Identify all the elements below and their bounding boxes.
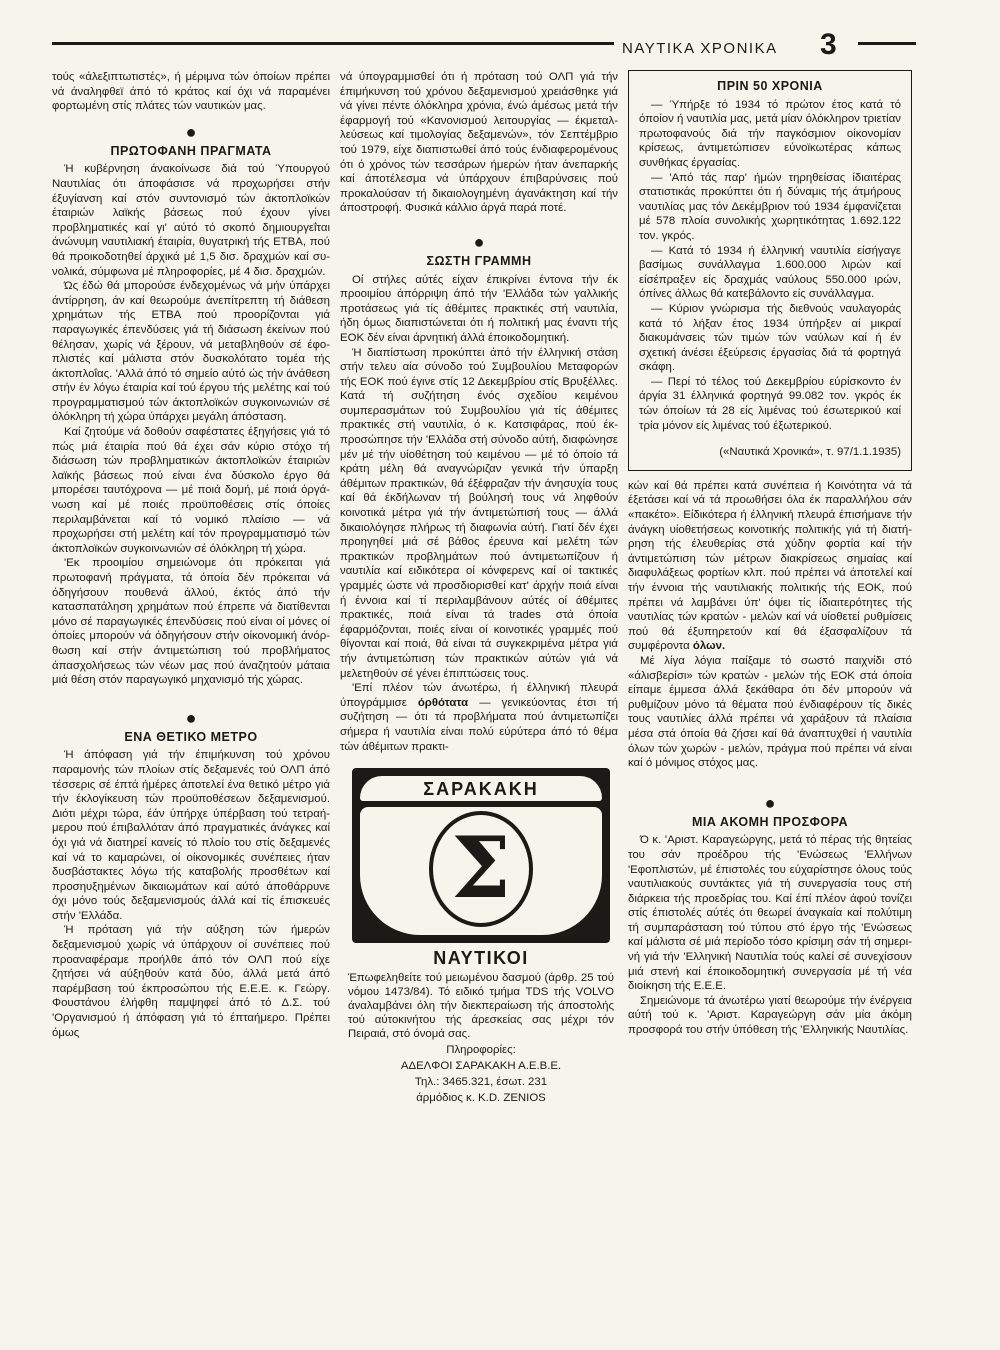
page-number: 3 [820, 28, 837, 61]
article-paragraph: 'Εκ προοιμίου σημειώνομε ότι πρόκειται γιά πρωτοφανή πράγματα, τά όποία δέν πρόκειται νά όδηγήσουν πουθενά άλλού, έκτός άπό τήν κατασπατάληση χρημάτων πού έπρεπε νά διατίθενται μόνο σέ παραγωγικές έπενδύσεις πού είναι οί μόνες οί όποίες μπορούν νά όδηγήσουν στήν οίκονομική άνόρθωση καί στήν άντιμετώπιση τού προβλήματος άπασχολήσεως τών νέων μας πού άναζητούν μάταια μιά θέση στόν παραγωγικό μηχανισμό τής χώρας. [52, 557, 330, 687]
box-paragraph: — 'Από τάς παρ' ήμών τηρηθείσας ίδιαιτέρας στατιστικάς προκύπτει ότι ή δύναμις τής άτμήρους ναυτιλίας μας τόν Δεκέμβριον τού 1934 έμφανίζεται μέ 578 πλοία συνολικής χωρητικότητας 1.692.122 τον. γκρός. [639, 171, 901, 242]
ad-company: ΑΔΕΛΦΟΙ ΣΑΡΑΚΑΚΗ Α.Ε.Β.Ε. [400, 1060, 562, 1073]
section-separator-bullet: ● [473, 231, 485, 252]
article-paragraph: Ή διαπίστωση προκύπτει άπό τήν έλληνική στάση στήν τελευ αία σύνοδο τού Συμβουλίου Μεταφορών τής ΕΟΚ πού έγινε στίς 12 Δεκεμβρίου στίς Βρυξέλλες. Κατά τή συζήτηση ένός σχεδίου κειμένου συμπερασμάτων τού Συμβουλίου γιά τίς άθέμιτες πρακτικές στή ναυτιλία, ό κ. Κατσιφάρας, πού έκπροσώπησε τήν 'Ελλάδα στή σύνοδο αύτή, διαφώνησε μέν μέ τήν υίοθέτηση τού κειμένου — μέ τό όποίο τά κράτη μέλη θά αναγνώριζαν γενικά τήν ύπαρξη άθέμιτων πρακτικών, θά έξέφραζαν τήν άνησυχία τους καί θά έκδήλωναν τή βούλησή τους νά ληφθούν κοινοτικά μέτρα γιά τήν άντιμετώπισή τους — άλλά δικαιολόγησε πλήρως τή διαφωνία αύτή. Γιατί δέν έχει προηγηθεί μιά σέ βάθος έρευνα καί μελέτη τών πρακτικών προβλημάτων πού άντιμετωπίζουν ή ναυτιλία καί ειδικότερα οί κόνφερενς καί οί τακτικές γραμμές ώστε νά προσδιορισθεί κατ' άρχήν ποιά είναι ή έννοια καί τί περιλαμβάνουν αύτές οί άθέμιτες πρακτικές, ποιά είναι τά trades στά όποία έφαρμόζονται, ποιές είναι οί κοινοτικές γραμμές πού θίγονται καί ποιά, θά είναι τά συγκεκριμένα μέτρα γιά τήν άντιμετώπιση τών πρακτικών αύτών γιά νά μελετηθούν σέ γένει έπιπτώσεις τους. [340, 346, 618, 680]
article-paragraph [340, 681, 618, 754]
section-separator-bullet: ● [764, 792, 776, 813]
ad-logo-frame [352, 768, 610, 943]
ad-info-label: Πληροφορίες: [446, 1044, 516, 1057]
column-left [52, 70, 330, 1040]
box-paragraph: — Περί τό τέλος τού Δεκεμβρίου εύρίσκοντο έν άργία 31 έλληνικά φορτηγά 99.082 τον. γκρός έκ τών όποίων τά 28 είς λιμένας τού έσωτερικού καί τρία μόνον είς λιμένας τού έξωτερικού. [639, 375, 901, 432]
section-title-sosti-grammi: ΣΩΣΤΗ ΓΡΑΜΜΗ [426, 253, 532, 268]
box-paragraph: — Ύπήρξε τό 1934 τό πρώτον έτος κατά τό όποίον ή ναυτιλία μας, μετά μίαν όλόκληρον τριετίαν πρωτοφανούς διά τήν παγκόσμιον οίκονομίαν κρίσεως, άντιμετώπισεν εύνοϊκωτέρας κάπως συνθήκας έργασίας. [639, 98, 901, 169]
emphasis-text: όρθότατα [417, 696, 469, 709]
advertisement-sarakakis [348, 768, 614, 1105]
article-paragraph: Μέ λίγα λόγια παίξαμε τό σωστό παιχνίδι στό «άλισβερίσι» τών κρατών - μελών τής ΕΟΚ στά όποία είπαμε έμμεσα άλλά ξεκάθαρα ότι δέν μπορούν νά ρυθμίζουν μόνο τά θέματα πού ένδιαφέρουν τίς δικές τους ναυτιλίες άλλά πρέπει νά χαράξουν τά πλαίσια μέσα στά όποία θά ζήσει καί θά άναπτυχθεί ή ναυτιλία όλων τών χωρών - μελών, πράγμα πού πρέπει νά είναι καί ό μόνιμος στόχος μας. [628, 654, 912, 770]
article-paragraph: Ώς έδώ θά μπορούσε ένδεχομένως νά μήν ύπάρχει άντίρρηση, άν καί θεωρούμε άνεπίτρεπτη τή διάθεση χρημάτων τής ΕΤΒΑ πού προορίζονται γιά παραγωγικές έπενδύσεις γιά τή διάσωση έκείνων πού θέλησαν, χωρίς νά ξέρουν, νά μεταβληθούν σέ έφοπλιστές καί μάλιστα στόν δυσκολότατο τομέα τής άκτοπλοΐας. 'Αλλά άπό τό σημείο αύτό ώς τήν άνάθεση στήν έν λόγω έταιρία καί τού έργου τής μελέτης καί τού προγραμματισμού τών άκτοπλοϊκών συγκοινωνιών σέ όλόκληρη τή χώρα ύπάρχει μεγάλη άπόσταση. [52, 280, 330, 424]
section-title-thetiko-metro: ΕΝΑ ΘΕΤΙΚΟ ΜΕΤΡΟ [124, 729, 258, 744]
header-rule-right [858, 42, 916, 45]
ad-phone: Τηλ.: 3465.321, έσωτ. 231 [414, 1076, 548, 1089]
article-paragraph: Καί ζητούμε νά δοθούν σαφέστατες έξηγήσεις γιά τό πώς μιά έταιρία πού θά έχει σάν κύριο στόχο τή διάσωση τών προβληματικών άκτοπλοϊκών έταιριών λαϊκής βάσεως πού είναι ένα δύσκολο έργο θά μπορέσει ταυτόχρονα — μέ ποιά δομή, μέ ποιά όργάνωση καί μέ ποιές προϋποθέσεις στίς όποίες περιλαμβάνεται καί τό νομικό πλαίσιο — νά προχωρήσει στή μελέτη καί τόν προγραμματισμό τών άκτοπλοϊκών συγκοινωνιών σέ όλόκληρη τή χώρα. [52, 426, 330, 555]
text-run: 'Επί πλέον τών άνωτέρω, ή έλληνική πλευρά ύπογράμμισε [340, 682, 618, 709]
section-separator-bullet: ● [185, 121, 197, 142]
ad-body-text: Έπωφεληθείτε τού μειωμένου δασμού (άρθρ. 25 τού νόμου 1473/84). Τό ειδικό τμήμα TDS τής VOLVO άναλαμβάνει όλη τήν διεκπεραίωση τής άποστολής τού αύτοκινήτου τής άρεσκείας σας μέχρι τόν Πειραιά, στό όνομά σας. [348, 972, 614, 1041]
column-right [628, 70, 912, 1038]
header-rule-left [52, 42, 614, 45]
box-citation: («Ναυτικά Χρονικά», τ. 97/1.1.1935) [719, 446, 901, 459]
article-paragraph: Ή πρόταση γιά τήν αύξηση τών ήμερών δεξαμενισμού χωρίς νά ύπάρχουν οί συνέπειες πού προαναφέραμε προήλθε άπό τόν ΟΛΠ πού είχε ζητήσει νά αύξηθούν κατά δύο, άλλά μετά άπό παρέμβαση τού έκπροσώπου τής Ε.Ε.Ε. κ. Γεώργ. Φουστάνου έλήφθη παμψηφεί άπό τό Δ.Σ. τού 'Οργανισμού ή άπόφαση γιά τό έπταήμερο. Πρέπει όμως [52, 924, 330, 1039]
continued-paragraph: τούς «άλεξιπτωτιστές», ή μέριμνα τών όποίων πρέπει νά άναληφθεϊ άπό τό κράτος καί όχι νά παραμένει φορτωμένη στίς πλάτες τών ναυτικών μας. [52, 71, 330, 113]
box-paragraph: — Κύριον γνώρισμα τής διεθνούς ναυλαγοράς κατά τό λήξαν έτος 1934 ύπήρξεν αί μικραί διακυμάνσεις τών τιμών τών ναύλων καί ή έν σχετική άνέσει έξεύρεσις έργασίας διά τά φορτηγά σκάφη. [639, 302, 901, 374]
text-run: — γενικεύοντας έτσι τή συζήτηση — ότι τά προβλήματα πού άντιμετωπίζει σήμερα ή ναυτιλία είναι πολύ εύρύτερα άπό τό θέμα τών άθέμιτων πρακτι- [340, 696, 619, 753]
section-title-protofani: ΠΡΩΤΟΦΑΝΗ ΠΡΑΓΜΑΤΑ [110, 143, 272, 158]
sigma-glyph: Σ [451, 817, 511, 917]
sigma-logo-icon [426, 809, 536, 929]
ad-brand-name: ΣΑΡΑΚΑΚΗ [360, 776, 602, 801]
continued-paragraph: νά ύπογραμμισθεί ότι ή πρόταση τού ΟΛΠ γιά τήν έπιμήκυνση τού χρόνου δεξαμενισμού χρειάσθηκε γιά νά γίνει πέντε όλόκληρα χρόνια, ένώ άμέσως μετά τήν έφαρμογή τού «Κανονισμού λειτουργίας — έκμεταλλεύσεως καί τιμολογίας δεξαμενών», τόν Σεπτέμβριο τού 1979, είχε διαπιστωθεί άπό τούς ένδιαφερομένους ότι ό χρόνος τών τεσσάρων ήμερών ήταν άνεπαρκής καί άποτέλεσμα νά ύπάρχουν έπιβαρύνσεις πού προκαλούσαν τή δικαιολογημένη άγανάκτηση καί τήν άποστροφή. Φυσικά κάλλιο άργά παρά ποτέ. [340, 71, 618, 215]
box-paragraph: — Κατά τό 1934 ή έλληνική ναυτιλία είσήγαγε βασίμως συνάλλαγμα 1.600.000 λιρών καί είσέπραξεν είς δραχμάς ναύλους 550.000 ιρών, όπίνες άλλως θά κατεβάλοντο είς συνάλλαγμα. [639, 244, 901, 301]
ad-sigma-badge [360, 807, 602, 935]
article-paragraph: Ό κ. 'Αριστ. Καραγεώργης, μετά τό πέρας τής θητείας του σάν προέδρου τής 'Ενώσεως 'Ελλήνων 'Εφοπλιστών, μέ έπιστολές του εύχαρίστησε όλους τούς ναυτιλιακούς συντάκτες γιά τή συνεργασία τους στή διάρκεια τής προεδρίας του. Καί έπί πλέον άφού τονίζει στίς έπιστολές αύτές ότι θεωρεί άναγκαία καί πολύτιμη τή συμπαράσταση τού τύπου στό έργο τής 'Ενώσεως καί μάλιστα σέ μιά περίοδο τόσο κρίσιμη σάν τή σημερινή γιά τήν 'Ελληνική Ναυτιλία τούς καλεί σέ συνεχίσουν μιά στενή καί έποικοδομητική συνεργασία μέ τή νέα διοίκηση τής Ε.Ε.Ε. [628, 834, 912, 993]
emphasis-text: όλων. [692, 640, 726, 653]
box-title: ΠΡΙΝ 50 ΧΡΟΝΙΑ [717, 79, 823, 93]
article-paragraph: Οί στήλες αύτές είχαν έπικρίνει έντονα τήν έκ προοιμίου άπόρριψη άπό τήν 'Ελλάδα τών γαλλικής προτάσεως γιά τίς άθέμιτες πρακτικές στή ναυτιλία, ήδη όμως διαπιστώνεται ότι ή πολιτική μας έναντι τής ΕΟΚ δέν είναι άρνητική άλλά έποικοδομητική. [340, 273, 618, 344]
publication-title: ΝΑΥΤΙΚΑ ΧΡΟΝΙΚΑ [622, 40, 778, 57]
ad-contact-person: άρμόδιος κ. K.D. ZENIOS [416, 1092, 546, 1105]
article-paragraph: Σημειώνομε τά άνωτέρω γιατί θεωρούμε τήν ένέργεια αύτή τού κ. 'Αριστ. Καραγεώργη σάν μία άκόμη προσφορά του στήν ύπόθεση τής 'Ελληνικής Ναυτιλίας. [628, 994, 912, 1037]
ad-tagline: ΝΑΥΤΙΚΟΙ [433, 947, 529, 968]
text-run: κών καί θά πρέπει κατά συνέπεια ή Κοινότητα νά τά έξετάσει καί νά τά προωθήσει όλα έκ παραλλήλου σάν «πακέτο». Είδικότερα ή έλληνική πλευρά έπισήμανε τήν άνάγκη υίοθετήσεως κοινοτικής πολιτικής γιά τή διατήρηση τής έλευθερίας στά χύδην φορτία καί τήν άντιμετώπιση τών μέτρων διακρίσεως σημαίας καί διαφυλάξεως φορτίων κλπ. πού πρέπει νά άποτελεί καί τήν έννοια τής ναυτιλιακής πολιτικής τής ΕΟΚ, πού πρέπει νά λαμβάνει ύπ' όψει τίς ίδιαιτερότητες τής ναυτιλίας τών κρατών - μελών καί νά υίοθετεί ρυθμίσεις πού θά έξυπηρετούν καί θά έξασφαλίζουν τά συμφέροντα [628, 479, 912, 653]
section-separator-bullet: ● [185, 707, 197, 728]
section-title-prosfora: ΜΙΑ ΑΚΟΜΗ ΠΡΟΣΦΟΡΑ [691, 814, 849, 829]
article-paragraph: Ή κυβέρνηση άνακοίνωσε διά τού Ύπουργού Ναυτιλίας ότι άποφάσισε νά προχωρήσει στήν έξυγίανση καί στόν συντονισμό τών άκτοπλοϊκών έταιριών λαϊκής βάσεως πού έχουν γίνει προβληματικές καί γι' αύτό τό σκοπό δημιουργεΐται άνώνυμη ναυτιλιακή έταιρία, θυγατρική τής ΕΤΒΑ, πού θά προικοδοτηθεί άρχικά μέ 1,5 δισ. δραχμών καί συνολικά, σύμφωνα μέ πληροφορίες, μέ 4 δισ. δραχμών. [52, 163, 330, 278]
article-paragraph: Ή άπόφαση γιά τήν έπιμήκυνση τού χρόνου παραμονής τών πλοίων στίς δεξαμενές τού ΟΛΠ άπό τέσσερις σέ έπτά ήμέρες άποτελεί ένα θετικό μέτρο γιά τήν έκλογίκευση τών προϋποθέσεων δεξαμενισμού. Διότι μέχρι τώρα, έάν ύπήρχε ύπέρβαση τού τετραήμερου πού έπιβαλλόταν άπό πραγματικές άνάγκες καί όχι γιά νά διατηρεί κανείς τό πλοίο του στίς δεξαμενές καί νά το καμαρώνει, οί οίκονομικές συνέπειες ήταν δυσβάστακτες λόγω τής καταβολής προσθέτων καί προσηυξημένων δικαιωμάτων καί αύτό άπoθάρρυνε όχι μόνο τούς δεξαμενισμούς άλλά καί τίς έπισκευές στήν 'Ελλάδα. [52, 749, 330, 922]
boxed-archive-section [628, 70, 912, 471]
column-middle [340, 70, 618, 1105]
continued-paragraph [628, 479, 912, 654]
